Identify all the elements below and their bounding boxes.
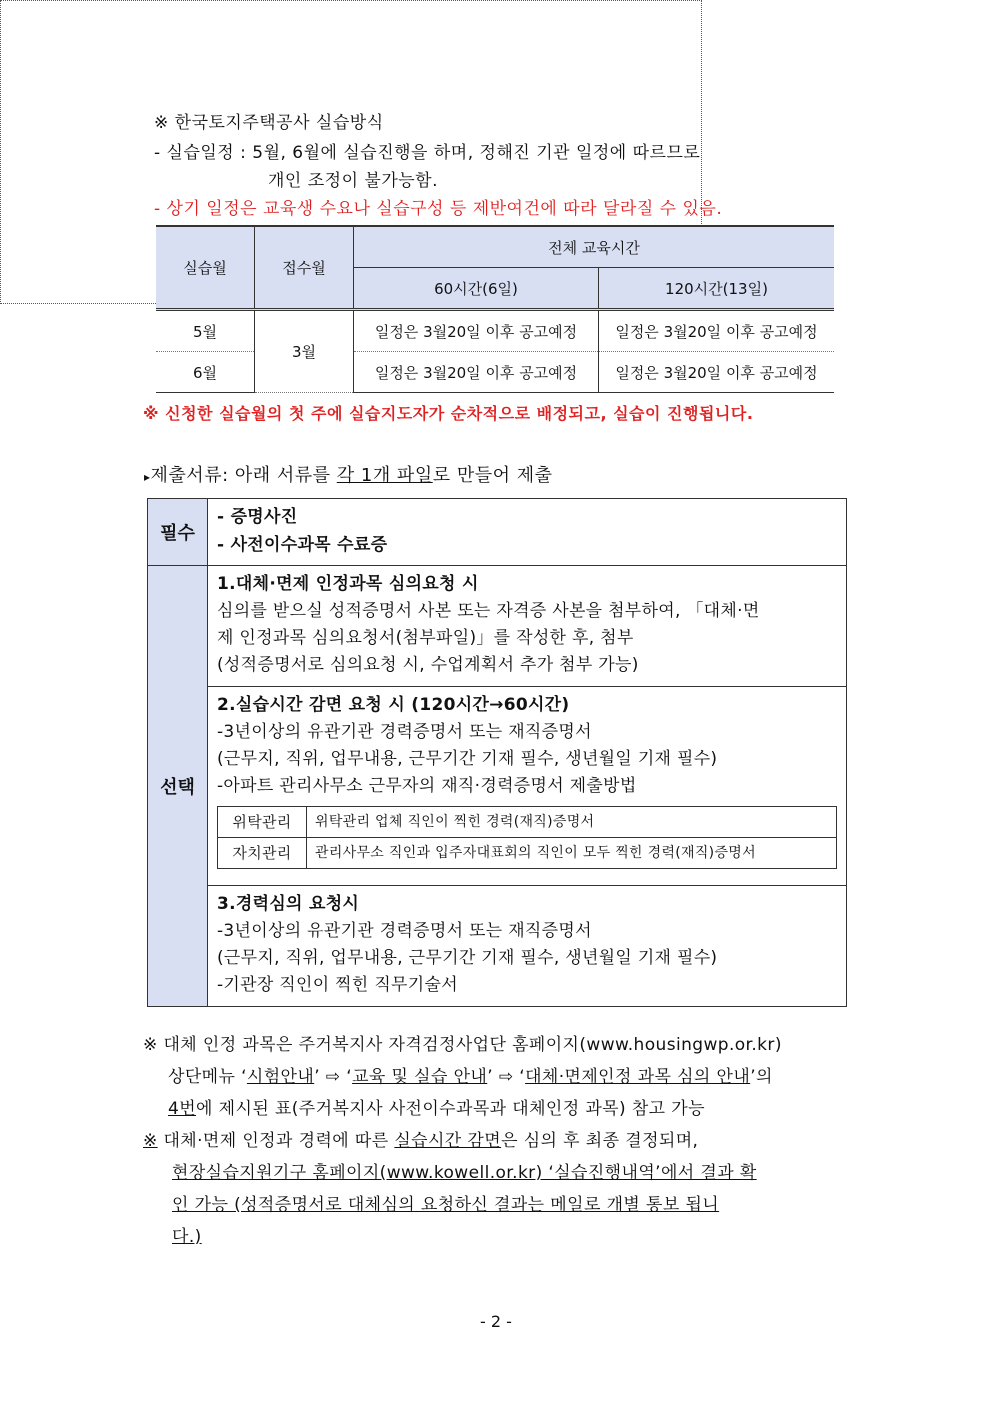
submit-suffix: 로 만들어 제출 [432,465,553,486]
note2-line3: 인 가능 (성적증명서로 대체심의 요청하신 결과는 메일로 개별 통보 됩니 [172,1195,720,1215]
submit-underlined: 각 1개 파일 [336,465,433,486]
note1-line2 [168,1062,773,1087]
mgmt-type: 위탁관리 [218,807,307,838]
sec2-line3: -아파트 관리사무소 근무자의 재직·경력증명서 제출방법 [217,776,637,796]
col-60-header: 60시간(6일) [354,268,599,310]
row-h120: 일정은 3월20일 이후 공고예정 [599,352,835,393]
sec3-line3: -기관장 직인이 찍힌 직무기술서 [217,975,458,995]
note-text: 대체·면제 인정과 경력에 따른 [157,1131,395,1151]
note1-line3 [168,1094,705,1119]
note-text: ’의 [750,1067,773,1087]
col-120-header: 120시간(13일) [599,268,835,310]
table-row [218,807,837,838]
method-line1: - 실습일정 : 5월, 6월에 실습진행을 하며, 정해진 기관 일정에 따르므로 [154,143,701,163]
table-row [156,310,834,352]
table-row [218,838,837,869]
sec1-line3: (성적증명서로 심의요청 시, 수업계획서 추가 첨부 가능) [217,655,639,675]
submit-prefix: 제출서류: 아래 서류를 [150,465,337,486]
note2-line2: 현장실습지원기구 홈페이지(www.kowell.or.kr) ‘실습진행내역’에서 결과 확 [172,1163,757,1183]
note-underlined: 교육 및 실습 안내 [352,1067,488,1087]
sec1-line2: 제 인정과목 심의요청서(첨부파일)」를 작성한 후, 첨부 [217,628,634,648]
row-h60: 일정은 3월20일 이후 공고예정 [354,352,599,393]
sec1-title: 1.대체·면제 인정과목 심의요청 시 [217,574,479,594]
documents-table [147,498,847,1007]
note-text: ’ ⇨ ‘ [487,1067,526,1087]
note1-line1: ※ 대체 인정 과목은 주거복지사 자격검정사업단 홈페이지(www.housingwp.or.kr) [143,1035,782,1055]
mgmt-desc: 위탁관리 업체 직인이 찍힌 경력(재직)증명서 [307,807,837,838]
col-total-header: 전체 교육시간 [354,226,835,268]
sec1-line1: 심의를 받으실 성적증명서 사본 또는 자격증 사본을 첨부하여, 「대체·면 [217,601,760,621]
note-text: ’ ⇨ ‘ [314,1067,353,1087]
note-underlined: 4번 [168,1099,197,1119]
row-h60: 일정은 3월20일 이후 공고예정 [354,310,599,352]
sec2-line1: -3년이상의 유관기관 경력증명서 또는 재직증명서 [217,722,592,742]
sec3-line1: -3년이상의 유관기관 경력증명서 또는 재직증명서 [217,921,592,941]
optional-label: 선택 [148,566,208,1007]
mgmt-type: 자치관리 [218,838,307,869]
row-month: 5월 [156,310,255,352]
schedule-table [156,225,834,393]
method-line2: 개인 조정이 불가능함. [268,171,439,191]
col-receipt-header: 접수월 [255,226,354,310]
receipt-month: 3월 [255,310,354,393]
note-underlined: 시험안내 [246,1067,315,1087]
sec3-line2: (근무지, 직위, 업무내용, 근무기간 기재 필수, 생년월일 기재 필수) [217,948,718,968]
method-title: ※ 한국토지주택공사 실습방식 [154,113,384,133]
required-item: - 증명사진 [217,507,298,527]
required-label: 필수 [148,499,208,566]
mgmt-desc: 관리사무소 직인과 입주자대표회의 직인이 모두 찍힌 경력(재직)증명서 [307,838,837,869]
method-line3: - 상기 일정은 교육생 수요나 실습구성 등 제반여건에 따라 달라질 수 있음. [154,199,723,219]
note-underlined: 실습시간 감면 [394,1131,502,1151]
note-text: 에 제시된 표(주거복지사 사전이수과목과 대체인정 과목) 참고 가능 [196,1099,705,1119]
sec3-title: 3.경력심의 요청시 [217,894,360,914]
note-underlined: 대체·면제인정 과목 심의 안내 [525,1067,751,1087]
row-month: 6월 [156,352,255,393]
col-month-header: 실습월 [156,226,255,310]
sec2-title: 2.실습시간 감면 요청 시 (120시간→60시간) [217,695,570,715]
assign-note: ※ 신청한 실습월의 첫 주에 실습지도자가 순차적으로 배정되고, 실습이 진행됩니다. [143,404,754,423]
required-item: - 사전이수과목 수료증 [217,535,388,555]
sec2-line2: (근무지, 직위, 업무내용, 근무기간 기재 필수, 생년월일 기재 필수) [217,749,718,769]
note-mark: ※ [143,1131,158,1151]
triangle-bullet-icon: ▸ [144,470,151,484]
note2-line1 [143,1126,698,1151]
row-h120: 일정은 3월20일 이후 공고예정 [599,310,835,352]
note2-line4: 다.) [172,1227,202,1247]
management-table [217,806,837,869]
note-text: 은 심의 후 최종 결정되며, [501,1131,699,1151]
note-text: 상단메뉴 ‘ [168,1067,247,1087]
submit-heading [144,461,553,487]
page-number: - 2 - [480,1312,512,1331]
